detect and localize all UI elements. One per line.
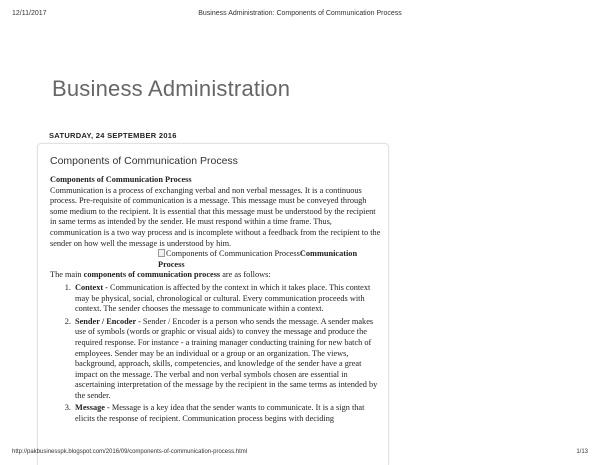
broken-image-icon bbox=[158, 249, 165, 257]
list-item-text: Message is a key idea that the sender wants to communicate. It is a sign that elicits the response of recipient. Communication process begins with deciding bbox=[75, 403, 365, 424]
print-page-number: 1/13 bbox=[576, 449, 588, 455]
list-item-term: Message - bbox=[75, 403, 112, 413]
print-url: http://pakbusinesspk.blogspot.com/2016/09/components-of-communication-process.html bbox=[12, 449, 248, 455]
print-page-title: Business Administration: Components of Communication Process bbox=[198, 10, 402, 17]
lead-text-before: The main bbox=[50, 270, 84, 280]
print-header bbox=[12, 10, 588, 20]
post-lead-paragraph bbox=[50, 270, 384, 281]
print-date: 12/11/2017 bbox=[12, 10, 47, 17]
list-item-term: Sender / Encoder - bbox=[75, 316, 143, 326]
figure-image-alt: Components of Communication Process bbox=[166, 249, 300, 259]
post-body bbox=[50, 175, 384, 425]
post-date-header: SATURDAY, 24 SEPTEMBER 2016 bbox=[49, 131, 177, 140]
figure-caption: Communication Process bbox=[158, 249, 358, 269]
post-subheading: Components of Communication Process bbox=[50, 175, 192, 184]
lead-text-bold: components of communication process bbox=[83, 270, 221, 280]
post-card bbox=[37, 143, 389, 465]
print-footer bbox=[12, 449, 588, 459]
post-figure bbox=[50, 249, 384, 270]
post-intro-paragraph: Communication is a process of exchanging verbal and non verbal messages. It is a continuous process. Pre-requisite of communication is a message. This message must be conveyed through some medium to the recipient. It is essential that this message must be understood by the recipient in same terms as intended by the sender. He must respond within a time frame. Thus, communication is a two way process and is incomplete without a feedback from the recipient to the sender on how well the message is understood by him. bbox=[50, 185, 381, 248]
list-item bbox=[73, 283, 384, 315]
list-item-text: Sender / Encoder is a person who sends the message. A sender makes use of symbols (words or graphic or visual aids) to convey the message and produce the required response. For instance - a training manager conducting training for new batch of employees. Sender may be an individual or a group or an organization. The views, background, approach, skills, competencies, and knowledge of the sender have a great impact on the message. The verbal and non verbal symbols chosen are essential in ascertaining interpretation of the message by the recipient in the same terms as intended by the sender. bbox=[75, 316, 378, 400]
lead-text-after: are as follows: bbox=[220, 270, 271, 280]
post-title[interactable]: Components of Communication Process bbox=[50, 155, 238, 167]
list-item-text: Communication is affected by the context in which it takes place. This context may be physical, social, chronological or cultural. Every communication proceeds with context. The sender chooses the message to communicate within a context. bbox=[75, 282, 371, 314]
list-item bbox=[73, 317, 384, 402]
components-list bbox=[50, 283, 384, 425]
blog-title[interactable]: Business Administration bbox=[52, 76, 291, 101]
list-item-term: Context - bbox=[75, 282, 111, 292]
list-item bbox=[73, 403, 384, 424]
